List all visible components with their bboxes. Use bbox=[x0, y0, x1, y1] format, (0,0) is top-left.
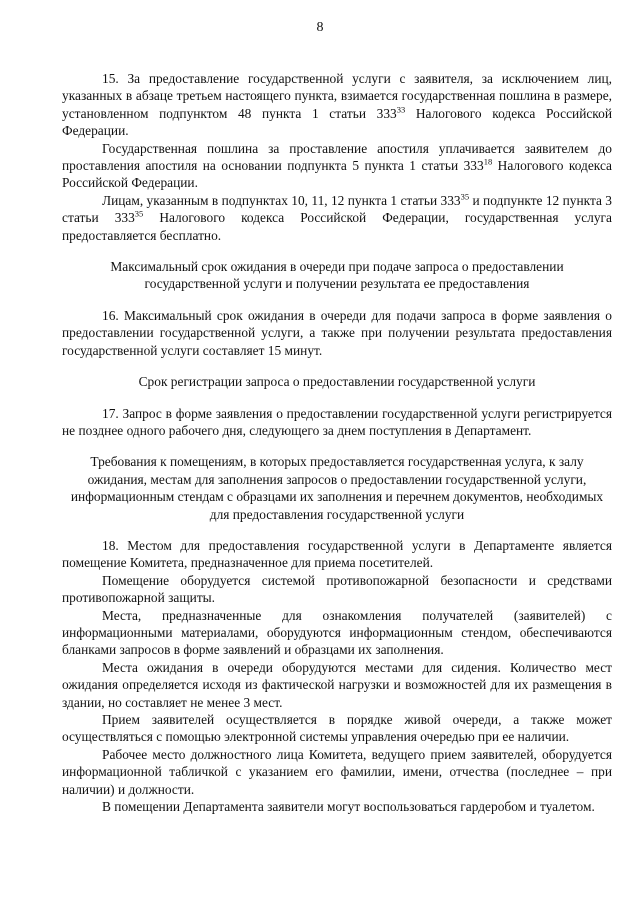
text-run: 17. Запрос в форме заявления о предоставлении государственной услуги регистрируется не позднее одного рабочего дня, следующего за днем поступления в Департамент. bbox=[62, 405, 612, 438]
paragraph bbox=[62, 192, 612, 244]
section-heading bbox=[62, 453, 612, 523]
paragraph bbox=[62, 572, 612, 607]
block-spacer bbox=[62, 244, 612, 258]
paragraph bbox=[62, 607, 612, 659]
superscript: 35 bbox=[460, 191, 470, 202]
text-run: и подпункте 12 пункта 3 статьи 333 bbox=[62, 192, 613, 226]
section-heading bbox=[62, 258, 612, 293]
paragraph bbox=[62, 405, 612, 440]
text-run: Рабочее место должностного лица Комитета, ведущего прием заявителей, оборудуется информационной табличкой с указанием его фамилии, имени, отчества (последнее – при наличии) и должности. bbox=[62, 746, 612, 797]
paragraph bbox=[62, 537, 612, 572]
block-spacer bbox=[62, 391, 612, 405]
text-run: В помещении Департамента заявители могут воспользоваться гардеробом и туалетом. bbox=[102, 799, 595, 815]
text-run: Лицам, указанным в подпунктах 10, 11, 12 пункта 1 статьи 333 bbox=[102, 192, 461, 208]
text-run: Налогового кодекса Российской Федерации. bbox=[62, 105, 612, 139]
block-spacer bbox=[62, 293, 612, 307]
page-number: 8 bbox=[316, 20, 324, 35]
text-run: Срок регистрации запроса о предоставлении государственной услуги bbox=[138, 374, 536, 390]
text-run: Налогового кодекса Российской Федерации. bbox=[62, 158, 612, 191]
paragraph bbox=[62, 307, 612, 359]
paragraph bbox=[62, 798, 612, 815]
block-spacer bbox=[62, 359, 612, 373]
paragraph bbox=[62, 711, 612, 746]
section-heading bbox=[62, 373, 612, 390]
text-run: 15. За предоставление государственной услуги с заявителя, за исключением лиц, указанных в абзаце третьем настоящего пункта, взимается государственная пошлина в размере, установленном подпунктом 48 пункта 1 статьи 333 bbox=[62, 71, 612, 121]
text-run: Места ожидания в очереди оборудуются местами для сидения. Количество мест ожидания определяется исходя из фактической нагрузки и возможностей для их размещения в здании, но составляет не менее 3 мест. bbox=[62, 659, 612, 710]
text-run: Максимальный срок ожидания в очереди при подаче запроса о предоставлении государственной услуги и получении результата ее предоставления bbox=[110, 259, 564, 292]
text-run: Места, предназначенные для ознакомления получателей (заявителей) с информационными материалами, оборудуются информационным стендом, обеспечиваются бланками запросов в форме заявлений и образцами их заполнения. bbox=[62, 607, 612, 658]
paragraph bbox=[62, 659, 612, 711]
superscript: 18 bbox=[483, 156, 493, 167]
superscript: 35 bbox=[134, 208, 144, 219]
paragraph bbox=[62, 70, 612, 140]
text-run: Государственная пошлина за проставление апостиля уплачивается заявителем до проставления апостиля на основании подпункта 5 пункта 1 статьи 333 bbox=[62, 140, 612, 174]
text-run: 16. Максимальный срок ожидания в очереди для подачи запроса в форме заявления о предоставлении государственной услуги, а также при получении результата предоставления государственной услуги составляет 15 минут. bbox=[62, 307, 612, 358]
text-run: Прием заявителей осуществляется в порядке живой очереди, а также может осуществляться с помощью электронной системы управления очередью при ее наличии. bbox=[62, 712, 612, 745]
block-spacer bbox=[62, 523, 612, 537]
paragraph bbox=[62, 746, 612, 798]
text-run: 18. Местом для предоставления государственной услуги в Департаменте является помещение Комитета, предназначенное для приема посетителей. bbox=[62, 537, 612, 571]
document-body bbox=[62, 70, 612, 815]
text-run: Требования к помещениям, в которых предоставляется государственная услуга, к залу ожидания, местам для заполнения запросов о предоставлении государственной услуги, информационным стендам с образцами их заполнения и перечнем документов, необходимых для предоставления государственной услуги bbox=[70, 454, 604, 522]
text-run: Помещение оборудуется системой противопожарной безопасности и средствами противопожарной защиты. bbox=[62, 572, 612, 606]
superscript: 33 bbox=[396, 104, 406, 115]
text-run: Налогового кодекса Российской Федерации, государственная услуга предоставляется бесплатно. bbox=[62, 210, 612, 243]
block-spacer bbox=[62, 439, 612, 453]
paragraph bbox=[62, 140, 612, 192]
